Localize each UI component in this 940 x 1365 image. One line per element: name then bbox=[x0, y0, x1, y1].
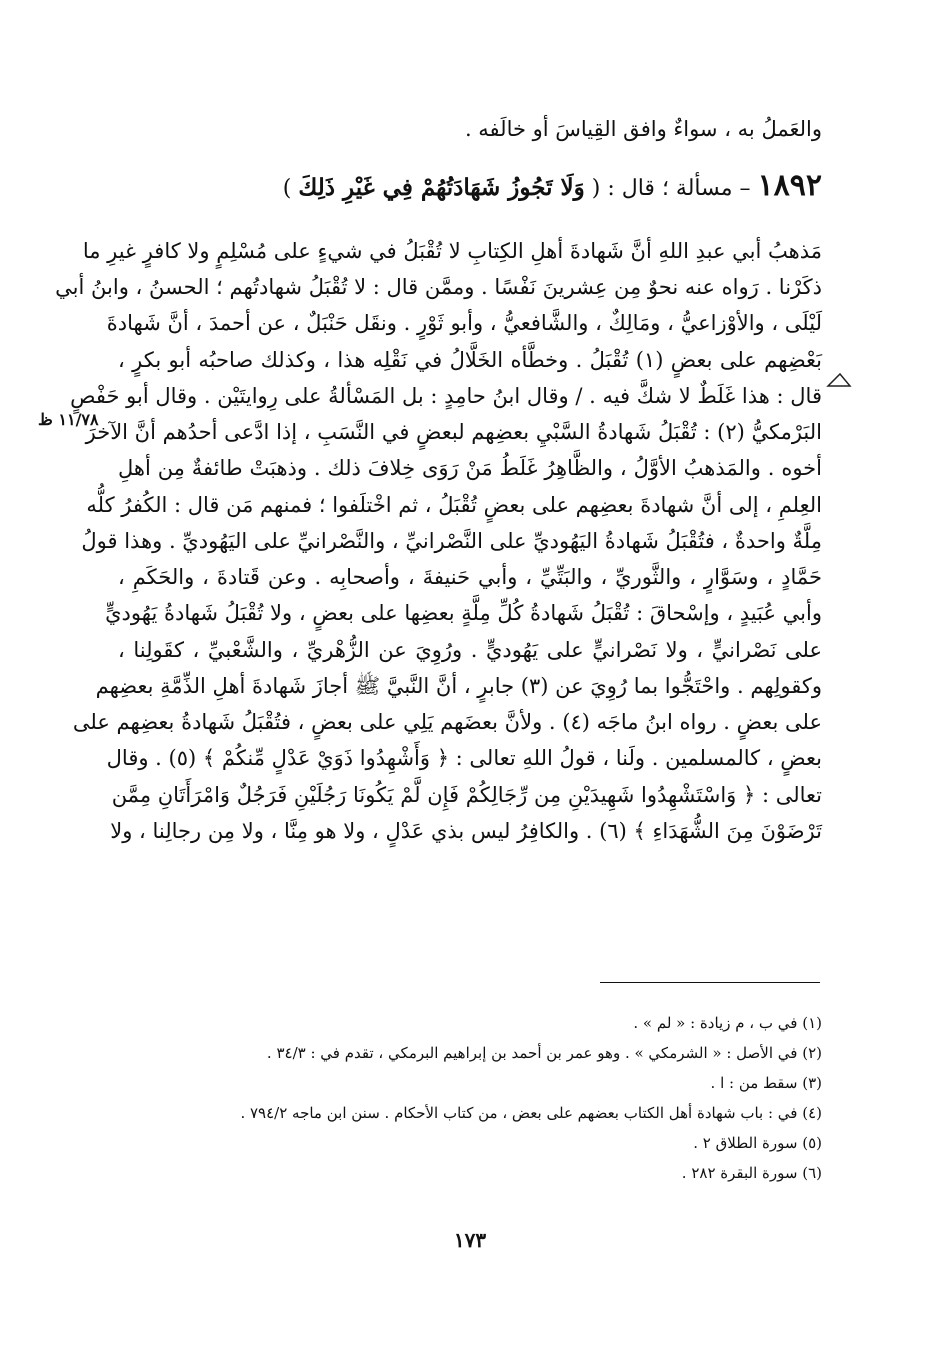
body-line: قال : هذا غَلَطٌ لا شكَّ فيه . / وقال ابنُ حامِدٍ : بل المَسْألةُ على رِوايتَيْن . وقال أبو حَفْصٍ bbox=[70, 384, 822, 408]
body-line: على نَصْرانيٍّ ، ولا نَصْرانيٍّ على يَهُوديٍّ . ورُوِيَ عن الزُّهْريِّ ، والشَّعْبيِّ ، كقَولِنا ، bbox=[118, 638, 822, 662]
page-number: ١٧٣ bbox=[453, 1228, 487, 1252]
issue-quote: وَلَا تَجُوزُ شَهَادَتُهُمْ فِي غَيْرِ ذَلِكَ bbox=[298, 174, 585, 201]
body-line: لَيْلَى ، والأوْزاعيُّ ، ومَالِكٌ ، والشَّافعيُّ ، وأبو ثَوْرٍ . ونقَل حَنْبَلٌ ، عن أحمدَ ، أنَّ شَهادةَ bbox=[106, 311, 822, 335]
issue-number: ١٨٩٢ bbox=[757, 168, 822, 203]
footnote: (٥) سورة الطلاق ٢ . bbox=[693, 1134, 822, 1152]
body-line: مِلَّةٌ واحدةٌ ، فتُقْبَلُ شَهادةُ اليَهُوديِّ على النَّصْرانيِّ ، والنَّصْرانيِّ على اليَهُوديِّ . وهذا قولُ bbox=[81, 529, 822, 553]
issue-close: ) bbox=[282, 176, 292, 201]
body-line: بعضٍ ، كالمسلمين . ولَنا ، قولُ اللهِ تعالى : ﴿ وَأَشْهِدُوا ذَوَيْ عَدْلٍ مِّنكُمْ ﴾ (٥) . وقال bbox=[106, 746, 822, 770]
body-line: مَذهبُ أبي عبدِ اللهِ أنَّ شَهادةَ أهلِ الكِتابِ لا تُقْبَلُ في شيءٍ على مُسْلِمٍ ولا كافرٍ غيرِ ما bbox=[82, 239, 822, 263]
footnote-divider bbox=[600, 982, 820, 983]
body-line: تعالى : ﴿ وَاسْتَشْهِدُوا شَهِيدَيْنِ مِن رِّجَالِكُمْ فَإِن لَّمْ يَكُونَا رَجُلَيْنِ فَرَجُلٌ وَامْرَأَتَانِ مِمَّن bbox=[111, 783, 822, 807]
body-line: أخوه . والمَذهبُ الأوَّلُ ، والظَّاهِرُ غَلَطُ مَنْ رَوَى خِلافَ ذلك . وذهبَتْ طائفةٌ مِن أهلِ bbox=[118, 456, 822, 480]
margin-mark-icon bbox=[826, 370, 852, 390]
footnote: (٤) في : باب شهادة أهل الكتاب بعضهم على بعض ، من كتاب الأحكام . سنن ابن ماجه ٧٩٤/٢ . bbox=[240, 1104, 822, 1122]
issue-heading bbox=[283, 168, 822, 207]
body-line: وأبي عُبَيدٍ ، وإسْحاقَ : تُقْبَلُ شَهادةُ كُلِّ مِلَّةٍ بعضِها على بعضٍ ، ولا تُقْبَلُ شَهادةُ يَهُوديٍّ bbox=[105, 601, 822, 625]
body-line: حَمَّادٍ ، وسَوَّارٍ ، والثَّوريِّ ، والبَتِّيِّ ، وأبي حَنيفةَ ، وأصحابِه . وعن قَتادةَ ، والحَكَمِ ، bbox=[118, 565, 822, 589]
body-line: تَرْضَوْنَ مِنَ الشُّهَدَاءِ ﴾ (٦) . والكافِرُ ليس بذي عَدْلٍ ، ولا هو مِنَّا ، ولا مِن رجالِنا ، ولا bbox=[110, 819, 822, 843]
body-line: البَرْمكيُّ (٢) : تُقْبَلُ شَهادةُ السَّبْيِ بعضِهم لبعضٍ في النَّسَبِ ، إذا ادَّعى أحدُهم أنَّ الآخرَ bbox=[85, 420, 822, 444]
intro-line: والعَملُ به ، سواءٌ وافق القِياسَ أو خالَفه . bbox=[464, 117, 822, 141]
body-line: ذكَرْنا . رَواه عنه نحوٌ مِن عِشرينَ نَفْسًا . وممَّن قال : لا تُقْبَلُ شهادتُهم ؛ الحسنُ ، وابنُ أبي bbox=[55, 275, 822, 299]
footnote: (٦) سورة البقرة ٢٨٢ . bbox=[681, 1164, 822, 1182]
manuscript-folio-note: ١١/٧٨ ظ bbox=[38, 410, 99, 429]
body-line: العِلمِ ، إلى أنَّ شهادةَ بعضِهم على بعضٍ تُقْبَلُ ، ثم اخْتلَفوا ؛ فمنهم مَن قال : الكُفرُ كلُّه bbox=[86, 493, 822, 517]
footnote: (١) في ب ، م زيادة : « لم » . bbox=[633, 1014, 822, 1032]
body-line: وكقولِهم . واحْتَجُّوا بما رُوِيَ عن (٣) جابرٍ ، أنَّ النَّبيَّ ﷺ أجازَ شَهادةَ أهلِ الذِّمَّةِ بعضِهم bbox=[95, 674, 822, 698]
body-line: بَعْضِهم على بعضٍ (١) تُقْبَلُ . وخطَّأه الخَلَّالُ في نَقْلِه هذا ، وكذلك صاحبُه أبو بكرٍ ، bbox=[118, 348, 823, 372]
body-line: على بعضٍ . رواه ابنُ ماجَه (٤) . ولأنَّ بعضَهم يَلِي على بعضٍ ، فتُقْبَلُ شَهادةُ بعضِهم على bbox=[72, 710, 822, 734]
issue-label: – مسألة ؛ قال : ( bbox=[591, 176, 751, 201]
footnote: (٣) سقط من : ا . bbox=[710, 1074, 822, 1092]
footnote: (٢) في الأصل : « الشرمكي » . وهو عمر بن أحمد بن إبراهيم البرمكي ، تقدم في : ٣٤/٣ . bbox=[266, 1044, 822, 1062]
